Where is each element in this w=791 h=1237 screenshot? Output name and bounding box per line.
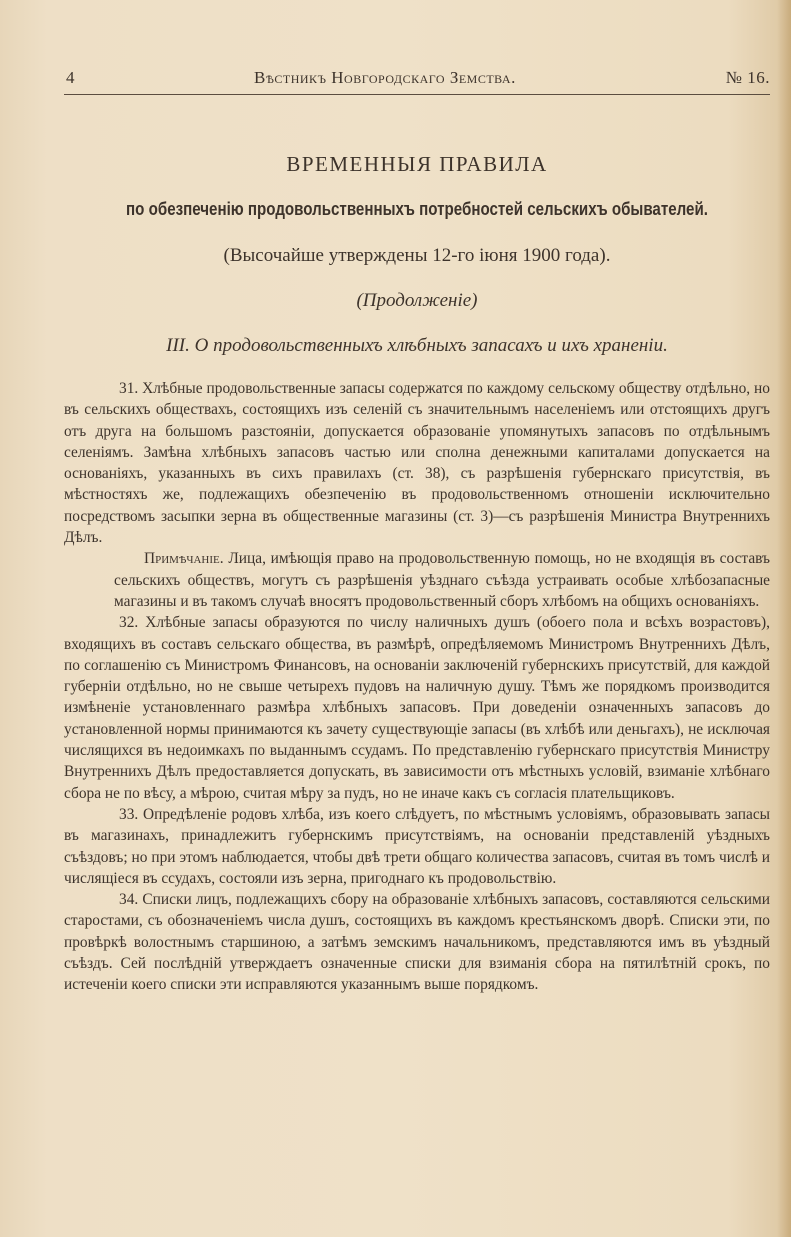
header-rule xyxy=(64,94,770,95)
running-header xyxy=(64,68,770,92)
document-subtitle: по обезпеченію продовольственныхъ потребностей сельскихъ обывателей. xyxy=(126,199,708,219)
approval-note: (Высочайше утверждены 12-го іюня 1900 года). xyxy=(223,245,611,266)
continued-label: (Продолженіе) xyxy=(356,290,478,311)
paragraph-34: 34. Списки лицъ, подлежащихъ сбору на образованіе хлѣбныхъ запасовъ, составляются сельскими старостами, съ обозначеніемъ числа душъ, состоящихъ въ каждомъ крестьянскомъ дворѣ. Списки эти, по провѣркѣ волостнымъ старшиною, а затѣмъ земскимъ начальникомъ, представляются имъ въ уѣздный съѣздъ. Сей послѣдній утверждаетъ означенные списки для взиманія сбора на пятилѣтній срокъ, по истеченіи коего списки эти исправляются указаннымъ выше порядкомъ. xyxy=(64,891,770,994)
issue-number: № 16. xyxy=(725,68,770,87)
section-heading: III. О продовольственныхъ хлѣбныхъ запасахъ и ихъ храненіи. xyxy=(166,335,668,356)
document-title: ВРЕМЕННЫЯ ПРАВИЛА xyxy=(286,152,548,176)
journal-title: Вѣстникъ Новгородскаго Земства. xyxy=(254,68,516,87)
page-number: 4 xyxy=(66,68,75,87)
note-paragraph xyxy=(114,548,770,612)
paragraph-31: 31. Хлѣбные продовольственные запасы содержатся по каждому сельскому обществу отдѣльно, но въ сельскихъ обществахъ, состоящихъ изъ селеній съ значительнымъ населеніемъ или отстоящихъ другъ отъ друга на большомъ разстояніи, допускается образованіе упомянутыхъ запасовъ по отдѣльнымъ селеніямъ. Замѣна хлѣбныхъ запасовъ частью или сполна денежными капиталами допускается на основаніяхъ, указанныхъ въ сихъ правилахъ (ст. 38), съ разрѣшенія губернскаго присутствія, въ мѣстностяхъ же, подлежащихъ обезпеченію въ продовольственномъ отношеніи исключительно посредствомъ засыпки зерна въ общественные магазины (ст. 3)—съ разрѣшенія Министра Внутреннихъ Дѣлъ. xyxy=(64,380,770,547)
note-text: Лица, имѣющія право на продовольственную помощь, но не входящія въ составъ сельскихъ обществъ, могутъ съ разрѣшенія уѣзднаго съѣзда устраивать особые хлѣбозапасные магазины и въ такомъ случаѣ вносятъ продовольственный сборъ хлѣбомъ на общихъ основаніяхъ. xyxy=(114,550,770,610)
paragraph-32: 32. Хлѣбные запасы образуются по числу наличныхъ душъ (обоего пола и всѣхъ возрастовъ), входящихъ въ составъ сельскаго общества, въ размѣрѣ, опредѣляемомъ Министромъ Внутреннихъ Дѣлъ, по соглашенію съ Министромъ Финансовъ, на основаніи заключеній губернскихъ присутствій, для каждой губерніи отдѣльно, но не свыше четырехъ пудовъ на наличную душу. Тѣмъ же порядкомъ производится измѣненіе установленнаго размѣра хлѣбныхъ запасовъ. При доведеніи означенныхъ запасовъ до установленной нормы принимаются къ зачету существующіе запасы (въ хлѣбѣ или деньгахъ), не исключая числящихся въ недоимкахъ по выданнымъ ссудамъ. По представленію губернскаго присутствія Министру Внутреннихъ Дѣлъ предоставляется допускать, въ зависимости отъ мѣстныхъ условій, взиманіе хлѣбнаго сбора не по вѣсу, а мѣрою, считая мѣру за пудъ, но не иначе какъ съ согласія плательщиковъ. xyxy=(64,614,770,802)
body-text xyxy=(64,378,770,996)
page-edge-shadow xyxy=(777,0,791,1237)
paragraph-33: 33. Опредѣленіе родовъ хлѣба, изъ коего слѣдуетъ, по мѣстнымъ условіямъ, образовывать запасы въ магазинахъ, принадлежитъ губернскимъ присутствіямъ, на основаніи представленій уѣздныхъ съѣздовъ; но при этомъ наблюдается, чтобы двѣ трети общаго количества запасовъ, считая въ томъ числѣ и числящіеся въ ссудахъ, состояли изъ зерна, пригоднаго къ продовольствію. xyxy=(64,805,770,887)
note-label: Примѣчаніе. xyxy=(144,550,224,568)
